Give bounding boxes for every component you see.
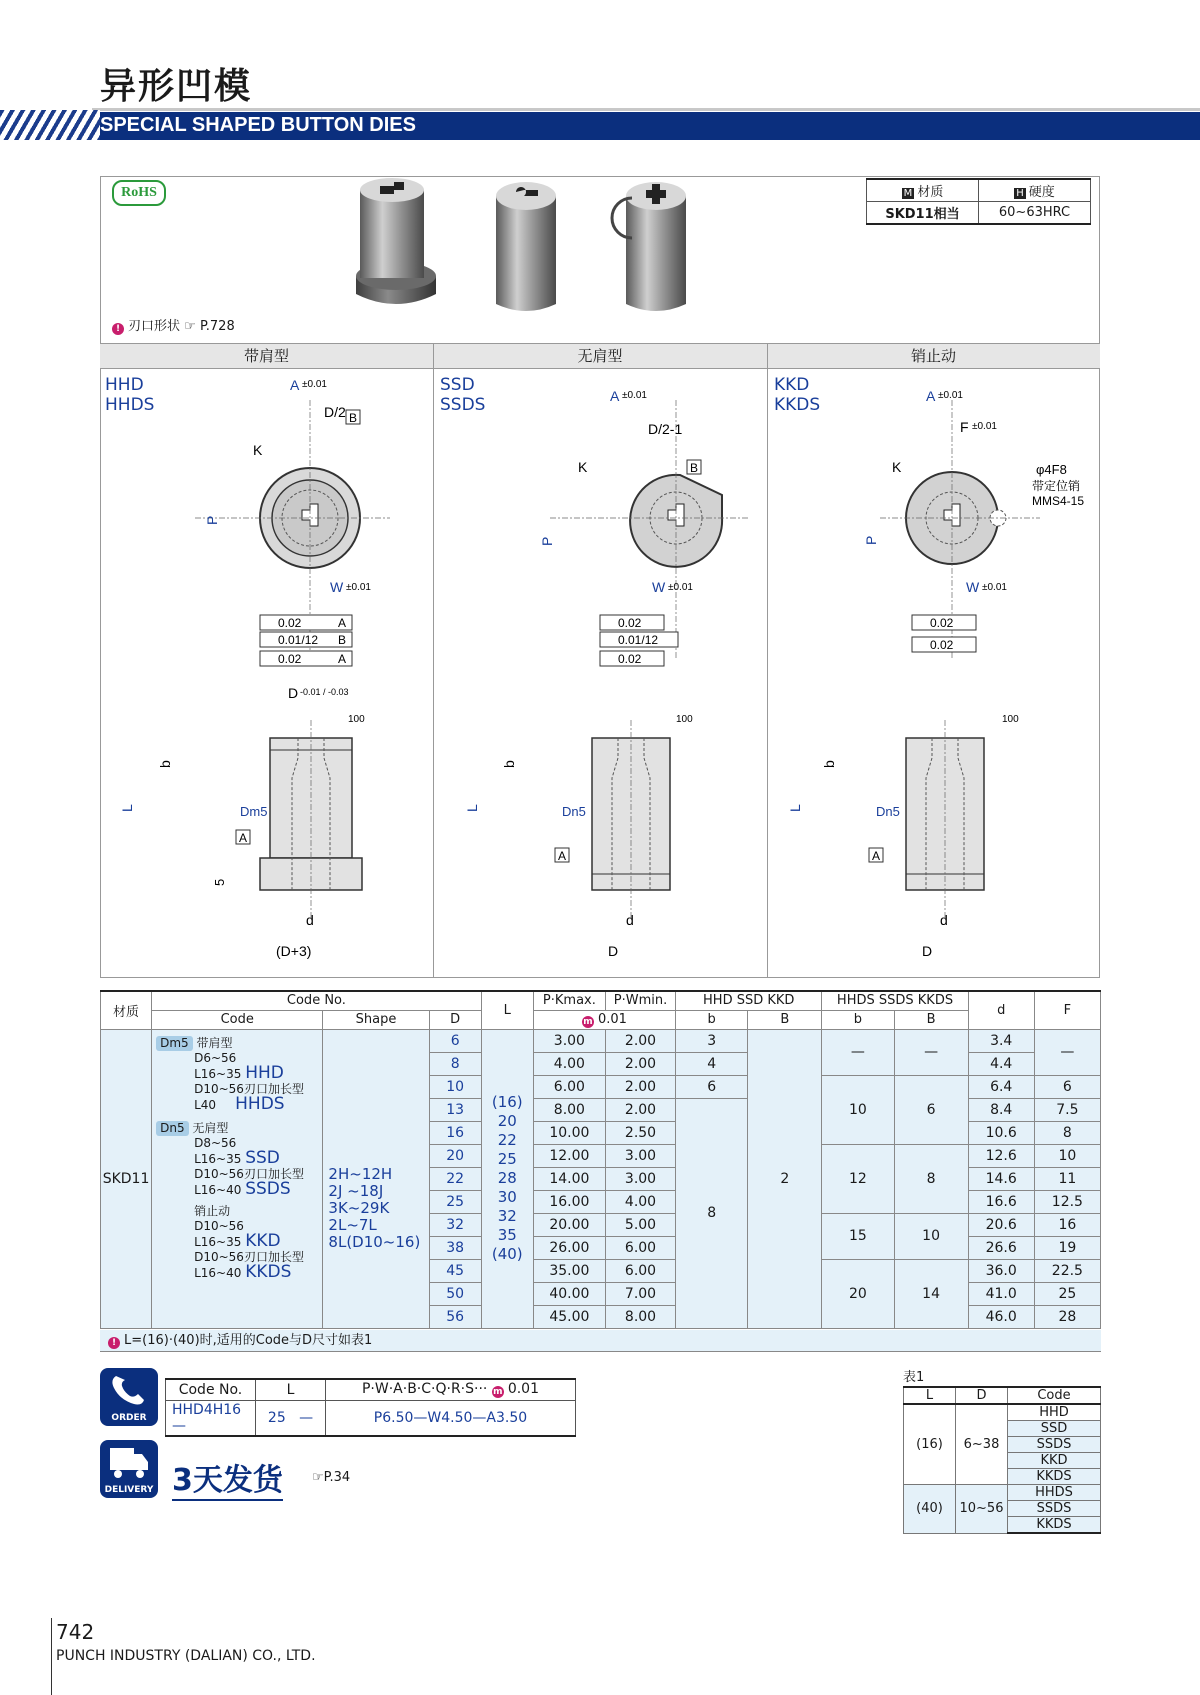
side-view-drawings (100, 680, 1100, 976)
t1-code: HHD (1008, 1404, 1101, 1421)
th-group1: HHD SSD KKD (676, 991, 822, 1010)
cell-d: 36.0 (968, 1259, 1034, 1282)
hardness-value: 60~63HRC (979, 202, 1091, 225)
dim-d: D (922, 943, 933, 959)
th-unit: m 0.01 (533, 1010, 675, 1029)
order-icon: ORDER (100, 1368, 158, 1426)
delivery-icon: DELIVERY (100, 1440, 158, 1498)
datum-a: A (872, 849, 881, 863)
code-ssds[interactable]: SSDS (245, 1178, 291, 1199)
dim-dm5: Dm5 (240, 804, 268, 819)
dim-d2: D/2 (324, 404, 346, 420)
photo-shoulder-die (356, 178, 436, 304)
tol-1-ref: A (338, 616, 347, 630)
cell-F: 25 (1034, 1282, 1100, 1305)
l-values-cell: (16) 20 22 25 28 30 32 35 (40) (481, 1029, 533, 1328)
cell-pk: 45.00 (533, 1305, 605, 1328)
dim-l: L (787, 804, 803, 812)
cell-pk: 4.00 (533, 1052, 605, 1075)
t1-code: SSDS (1008, 1437, 1101, 1453)
material-value: SKD11相当 (867, 202, 979, 225)
dim-w-tol: ±0.01 (668, 582, 693, 593)
dim-k: K (578, 459, 588, 475)
cell-F: 12.5 (1034, 1190, 1100, 1213)
cell-pk: 8.00 (533, 1098, 605, 1121)
t1-code: HHDS (1008, 1485, 1101, 1501)
dim-d2-1: D/2-1 (648, 421, 683, 437)
th-group2: HHDS SSDS KKDS (822, 991, 968, 1010)
roughness: 100 (676, 714, 693, 725)
cell-pk: 35.00 (533, 1259, 605, 1282)
th-f: F (1034, 991, 1100, 1029)
truck-icon (100, 1440, 158, 1482)
th-b2: b (822, 1010, 894, 1029)
dim-p: P (539, 536, 555, 546)
order-example-table (165, 1378, 576, 1437)
dim-d-small: d (940, 912, 948, 928)
cell-D: 6 (429, 1029, 481, 1052)
tol-3: 0.02 (618, 652, 642, 666)
cell-pk: 20.00 (533, 1213, 605, 1236)
t1-g1-d: 6~38 (956, 1404, 1008, 1485)
cell-F: 28 (1034, 1305, 1100, 1328)
cell-d: 46.0 (968, 1305, 1034, 1328)
dim-b-small: b (157, 760, 173, 768)
cell-F: — (1034, 1029, 1100, 1075)
cell-D: 45 (429, 1259, 481, 1282)
pin-size: φ4F8 (1036, 462, 1067, 477)
dim-l: L (119, 804, 135, 812)
th-B1: B (748, 1010, 822, 1029)
t1-g2-d: 10~56 (956, 1485, 1008, 1534)
dim-d: D (608, 943, 619, 959)
dim-d-tol: -0.01 / -0.03 (300, 687, 349, 697)
cell-pw: 2.00 (605, 1029, 675, 1052)
dim-d-small: d (306, 912, 314, 928)
cell-F: 11 (1034, 1167, 1100, 1190)
cell-B2: 8 (894, 1144, 968, 1213)
material-spec-table (866, 178, 1091, 225)
dim-b-small: b (501, 760, 517, 768)
cell-pw: 2.00 (605, 1052, 675, 1075)
dim-w-tol: ±0.01 (982, 582, 1007, 593)
tol-2: 0.01/12 (618, 633, 659, 647)
photo-no-shoulder-die (496, 182, 556, 311)
inch-mm-icon: m (583, 1016, 593, 1027)
pointing-hand-icon: ☞ (312, 1470, 324, 1485)
codes-pin-stop: KKD KKDS (774, 375, 821, 415)
cell-b1: 6 (676, 1075, 748, 1098)
th-code-no: Code No. (152, 991, 482, 1010)
dim-w-tol: ±0.01 (346, 582, 371, 593)
cell-d: 20.6 (968, 1213, 1034, 1236)
dim-l: L (464, 804, 480, 812)
dim-a: A (290, 377, 300, 393)
datum-a: A (558, 849, 567, 863)
cell-pk: 10.00 (533, 1121, 605, 1144)
cell-d: 8.4 (968, 1098, 1034, 1121)
cell-D: 13 (429, 1098, 481, 1121)
cell-B1: 2 (748, 1029, 822, 1328)
dim-p: P (204, 515, 220, 525)
t1-code: KKDS (1008, 1469, 1101, 1485)
dim-dn5: Dn5 (562, 804, 586, 819)
pin-part: MMS4-15 (1032, 494, 1085, 508)
column-header-shoulder: 带肩型 (100, 343, 433, 369)
dim-d-plus-3: (D+3) (276, 943, 312, 959)
material-header: M 材质 (867, 179, 979, 202)
dim-w: W (652, 579, 666, 595)
cell-F: 19 (1034, 1236, 1100, 1259)
dim-a-tol: ±0.01 (302, 379, 327, 390)
th-d-small: d (968, 991, 1034, 1029)
cell-d: 16.6 (968, 1190, 1034, 1213)
delivery-ref-link[interactable]: P.34 (323, 1470, 351, 1485)
side-view-kkd (906, 720, 984, 920)
order-h-code: Code No. (166, 1379, 256, 1400)
tol-2: 0.01/12 (278, 633, 319, 647)
cell-D: 20 (429, 1144, 481, 1167)
product-photos (350, 176, 770, 326)
code-block: Dm5 带肩型 D6~56 L16~35 HHD D10~56刃口加长型 L40 HHDS Dn5 无肩型 D8~56 L16~35 SSD D10~56刃口加长型 L16~40 SSDS 销止动 D10~56 L16~35 KKD D10~56刃口加长型 L16~40 KKDS (152, 1029, 323, 1328)
cell-F: 8 (1034, 1121, 1100, 1144)
dim-5: 5 (212, 878, 227, 886)
page-title-cn: 异形凹模 (100, 66, 253, 107)
edge-shape-ref-link[interactable]: P.728 (199, 319, 235, 334)
cell-b1: 8 (676, 1098, 748, 1328)
order-h-params: P·W·A·B·C·Q·R·S··· m 0.01 (326, 1379, 576, 1400)
cell-B2: 6 (894, 1075, 968, 1144)
th-B2: B (894, 1010, 968, 1029)
code-hhd[interactable]: HHD (245, 1062, 284, 1083)
cell-pw: 6.00 (605, 1259, 675, 1282)
tolerance-frames-kkd (912, 615, 976, 652)
order-v-l: 25 — (256, 1400, 326, 1436)
t1-h-l: L (904, 1387, 956, 1404)
order-v-code: HHD4H16 — (166, 1400, 256, 1436)
code-kkd[interactable]: KKD (245, 1230, 281, 1251)
datum-b: B (349, 411, 358, 425)
tol-1: 0.02 (278, 616, 302, 630)
rohs-badge: RoHS (112, 180, 166, 206)
dim-k: K (253, 442, 263, 458)
cell-F: 7.5 (1034, 1098, 1100, 1121)
t1-code: SSDS (1008, 1501, 1101, 1517)
cell-pk: 16.00 (533, 1190, 605, 1213)
t1-h-d: D (956, 1387, 1008, 1404)
dim-a: A (926, 388, 936, 404)
dim-k: K (892, 459, 902, 475)
th-d: D (429, 1010, 481, 1029)
cell-F: 6 (1034, 1075, 1100, 1098)
cell-D: 10 (429, 1075, 481, 1098)
cell-D: 50 (429, 1282, 481, 1305)
t1-code: KKD (1008, 1453, 1101, 1469)
codes-shoulder: HHD HHDS (105, 375, 155, 415)
cell-d: 14.6 (968, 1167, 1034, 1190)
cell-pw: 5.00 (605, 1213, 675, 1236)
table-note: ! L=(16)·(40)时,适用的Code与D尺寸如表1 (100, 1330, 1101, 1352)
dim-f-tol: ±0.01 (972, 421, 997, 432)
cell-pw: 2.00 (605, 1075, 675, 1098)
dim-p: P (863, 535, 879, 545)
cell-pw: 2.00 (605, 1098, 675, 1121)
cell-b1: 4 (676, 1052, 748, 1075)
table1 (903, 1386, 1101, 1534)
cell-B2: — (894, 1029, 968, 1075)
t1-h-code: Code (1008, 1387, 1101, 1404)
shape-cell: 2H~12H 2J ~18J 3K~29K 2L~7L 8L(D10~16) (323, 1029, 429, 1328)
cell-d: 4.4 (968, 1052, 1034, 1075)
phone-icon (100, 1368, 158, 1410)
cell-d: 41.0 (968, 1282, 1034, 1305)
tol-3-ref: A (338, 652, 347, 666)
pointing-hand-icon: ☞ (184, 319, 196, 334)
hardness-header: H 硬度 (979, 179, 1091, 202)
tol-3: 0.02 (930, 638, 954, 652)
cell-D: 25 (429, 1190, 481, 1213)
top-view-drawings (100, 370, 1100, 670)
t1-g2-l: (40) (904, 1485, 956, 1534)
cell-b2: 20 (822, 1259, 894, 1328)
edge-shape-note: ! 刃口形状 ☞ P.728 (112, 315, 235, 335)
cell-F: 10 (1034, 1144, 1100, 1167)
cell-pw: 4.00 (605, 1190, 675, 1213)
tol-2-ref: B (338, 633, 347, 647)
cell-D: 32 (429, 1213, 481, 1236)
cell-b2: — (822, 1029, 894, 1075)
code-kkds[interactable]: KKDS (245, 1261, 292, 1282)
tol-1: 0.02 (930, 616, 954, 630)
cell-pk: 40.00 (533, 1282, 605, 1305)
dim-a-tol: ±0.01 (622, 390, 647, 401)
photo-pin-stop-die (612, 182, 686, 311)
code-ssd[interactable]: SSD (245, 1147, 280, 1168)
cell-B2: 14 (894, 1259, 968, 1328)
tol-1: 0.02 (618, 616, 642, 630)
code-hhds[interactable]: HHDS (235, 1093, 285, 1114)
cell-b2: 10 (822, 1075, 894, 1144)
codes-no-shoulder: SSD SSDS (440, 375, 486, 415)
info-icon: ! (108, 1337, 120, 1349)
banner-stripes (0, 110, 100, 140)
th-material: 材质 (101, 991, 152, 1029)
dim-a: A (610, 388, 620, 404)
page-number: 742 (56, 1620, 95, 1644)
t1-code: SSD (1008, 1421, 1101, 1437)
material-cell: SKD11 (101, 1029, 152, 1328)
footer-rule (51, 1618, 52, 1695)
dim-d-small: d (626, 912, 634, 928)
cell-d: 3.4 (968, 1029, 1034, 1052)
dim-w: W (966, 579, 980, 595)
cell-D: 8 (429, 1052, 481, 1075)
t1-code: KKDS (1008, 1517, 1101, 1534)
cell-D: 22 (429, 1167, 481, 1190)
cell-B2: 10 (894, 1213, 968, 1259)
th-l: L (481, 991, 533, 1029)
cell-d: 26.6 (968, 1236, 1034, 1259)
th-pw: P·Wmin. (605, 991, 675, 1010)
cell-D: 56 (429, 1305, 481, 1328)
cell-F: 16 (1034, 1213, 1100, 1236)
roughness: 100 (1002, 714, 1019, 725)
column-header-no-shoulder: 无肩型 (433, 343, 767, 369)
cell-pw: 7.00 (605, 1282, 675, 1305)
th-pk: P·Kmax. (533, 991, 605, 1010)
roughness: 100 (348, 714, 365, 725)
cell-pk: 26.00 (533, 1236, 605, 1259)
cell-pw: 3.00 (605, 1167, 675, 1190)
cell-pk: 3.00 (533, 1029, 605, 1052)
cell-b2: 15 (822, 1213, 894, 1259)
spec-table (100, 990, 1101, 1329)
column-header-pin-stop: 销止动 (767, 343, 1100, 369)
cell-D: 16 (429, 1121, 481, 1144)
banner-top-rule (92, 108, 1200, 111)
cell-pw: 6.00 (605, 1236, 675, 1259)
pin-note: 带定位销 (1032, 479, 1081, 493)
dim-b-small: b (821, 760, 837, 768)
dim-f: F (960, 419, 969, 435)
page-title-en: SPECIAL SHAPED BUTTON DIES (100, 114, 416, 136)
datum-b: B (690, 461, 699, 475)
delivery-days: 3天发货 (172, 1455, 283, 1501)
th-shape: Shape (323, 1010, 429, 1029)
company-name: PUNCH INDUSTRY (DALIAN) CO., LTD. (56, 1648, 316, 1664)
cell-d: 6.4 (968, 1075, 1034, 1098)
side-view-hhd (260, 720, 362, 920)
order-v-params: P6.50—W4.50—A3.50 (326, 1400, 576, 1436)
cell-pk: 6.00 (533, 1075, 605, 1098)
cell-pw: 2.50 (605, 1121, 675, 1144)
th-code: Code (152, 1010, 323, 1029)
tolerance-frames-ssd (600, 615, 678, 666)
cell-d: 10.6 (968, 1121, 1034, 1144)
cell-F: 22.5 (1034, 1259, 1100, 1282)
table1-title: 表1 (903, 1370, 925, 1385)
cell-pk: 14.00 (533, 1167, 605, 1190)
cell-pk: 12.00 (533, 1144, 605, 1167)
info-icon: ! (112, 323, 124, 335)
order-h-l: L (256, 1379, 326, 1400)
side-view-ssd (592, 720, 670, 920)
cell-D: 38 (429, 1236, 481, 1259)
cell-d: 12.6 (968, 1144, 1034, 1167)
cell-b1: 3 (676, 1029, 748, 1052)
dim-dn5: Dn5 (876, 804, 900, 819)
t1-g1-l: (16) (904, 1404, 956, 1485)
tol-3: 0.02 (278, 652, 302, 666)
cell-pw: 8.00 (605, 1305, 675, 1328)
dim-a-tol: ±0.01 (938, 390, 963, 401)
th-b1: b (676, 1010, 748, 1029)
cell-b2: 12 (822, 1144, 894, 1213)
dim-w: W (330, 579, 344, 595)
inch-mm-icon: m (493, 1387, 503, 1398)
cell-pw: 3.00 (605, 1144, 675, 1167)
delivery-ref (312, 1470, 350, 1485)
datum-a: A (239, 831, 248, 845)
dim-d: D (288, 685, 299, 701)
tolerance-frames-hhd (260, 615, 352, 666)
